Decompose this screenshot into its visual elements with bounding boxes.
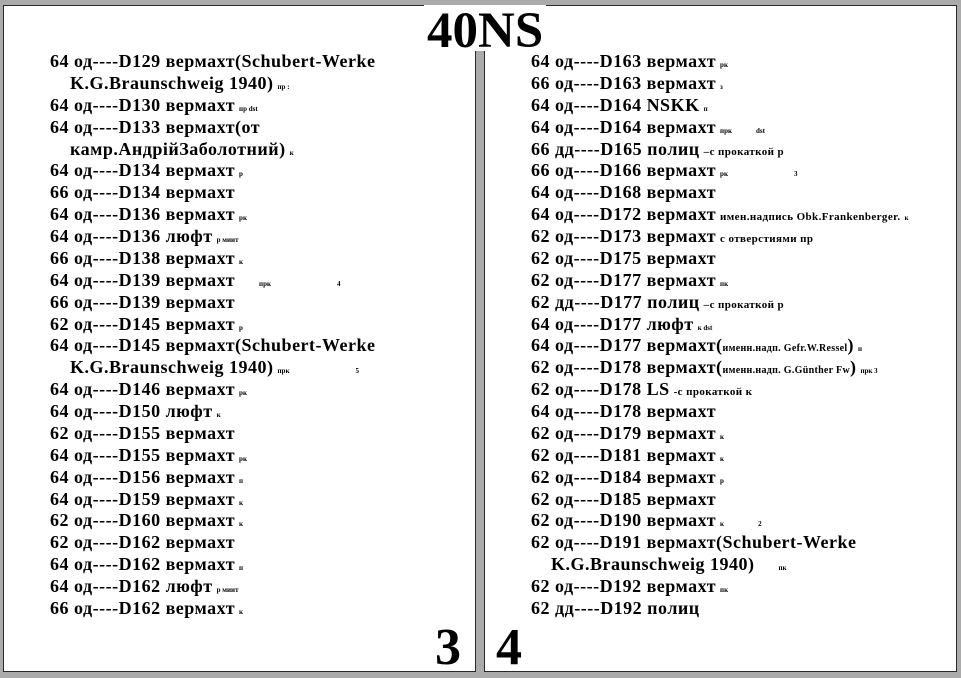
entry-line: [531, 532, 909, 554]
entry-line: [50, 270, 376, 292]
inscription-text: именн.надп. G.Günther Fw: [722, 365, 850, 377]
entry-mark: к: [904, 214, 909, 223]
entry-text: 62 дд----D192 полиц: [531, 597, 700, 618]
entry-text: 64 од----D164 NSKK: [531, 94, 700, 115]
entry-line: [531, 204, 909, 226]
entry-text: 64 од----D159 вермахт: [50, 488, 236, 509]
entry-line: [531, 401, 909, 423]
entry-line: [531, 292, 909, 314]
document-title: 40NS: [424, 5, 546, 51]
entry-text: 66 од----D139 вермахт: [50, 291, 236, 312]
entry-text: 62 од----D177 вермахт: [531, 269, 717, 290]
entry-line: [531, 226, 909, 248]
entry-text: 64 од----D172 вермахт: [531, 204, 717, 225]
document-page-left: [3, 5, 476, 672]
entry-text: 62 од----D185 вермахт: [531, 488, 717, 509]
entry-line: [531, 139, 909, 161]
entry-text: K.G.Braunschweig 1940): [551, 554, 755, 575]
entry-line: [531, 314, 909, 336]
entry-mark: п: [239, 564, 244, 573]
entry-note: -с прокаткой к: [673, 386, 753, 399]
entry-text: 62 од----D191 вермахт(Schubert-Werke: [531, 532, 857, 553]
entry-mark: пр :: [277, 82, 290, 91]
entry-line: [531, 160, 909, 182]
entry-mark: к: [239, 607, 244, 616]
entry-line: [50, 314, 376, 336]
page-number: 3: [435, 619, 461, 672]
entry-text: ): [847, 335, 854, 356]
entry-mark: пк: [778, 564, 787, 573]
entry-mark: рк: [720, 170, 728, 179]
entry-text: 66 дд----D165 полиц: [531, 138, 700, 159]
entry-mark: рк: [720, 61, 728, 69]
entry-text: 64 од----D162 люфт: [50, 576, 213, 596]
entry-text: 66 од----D138 вермахт: [50, 247, 236, 268]
entry-text: 64 од----D177 вермахт(: [531, 335, 723, 356]
entry-line: [531, 248, 909, 270]
entry-text: 62 од----D155 вермахт: [50, 422, 236, 443]
entry-text: 64 од----D168 вермахт: [531, 182, 717, 203]
entry-line: [531, 510, 909, 532]
entry-line: [50, 117, 376, 139]
entry-mark: п: [239, 476, 244, 485]
entry-line: [50, 204, 376, 226]
entry-line-continuation: [50, 139, 376, 161]
entry-line: [50, 423, 376, 445]
entry-line: [531, 379, 909, 401]
entry-note: имен.надпись Obk.Frankenberger.: [720, 211, 901, 224]
entry-text: 62 од----D145 вермахт: [50, 313, 236, 334]
entry-mark: к: [239, 520, 244, 529]
entry-mark: dst: [756, 126, 765, 135]
entry-line: [50, 292, 376, 314]
entry-mark: п: [857, 345, 863, 354]
entry-mark: прк: [259, 279, 272, 288]
entry-mark: р: [720, 476, 724, 485]
entry-text: 64 од----D130 вермахт: [50, 94, 236, 115]
entry-text: 64 од----D178 вермахт: [531, 401, 717, 421]
entry-text: 62 од----D179 вермахт: [531, 422, 717, 443]
entry-mark: к: [216, 411, 221, 419]
entry-text: 62 од----D178 LS: [531, 379, 670, 400]
entry-line: [531, 335, 909, 357]
entry-line-continuation: [50, 357, 376, 379]
document-page-right: [484, 5, 957, 672]
entry-text: 64 од----D156 вермахт: [50, 466, 236, 487]
entry-line-continuation: [531, 554, 909, 576]
entry-text: 64 од----D162 вермахт: [50, 554, 236, 575]
entry-line: [531, 489, 909, 511]
entry-text: 62 од----D192 вермахт: [531, 576, 717, 596]
entry-mark: пк: [720, 586, 729, 594]
entry-mark: з: [720, 82, 723, 91]
entry-text: 62 дд----D177 полиц: [531, 291, 700, 312]
entry-mark: к: [720, 520, 725, 529]
entry-text: 62 од----D173 вермахт: [531, 226, 717, 246]
entry-line: [531, 182, 909, 204]
entry-line-continuation: [50, 73, 376, 95]
entry-text: 64 од----D177 люфт: [531, 313, 694, 334]
entry-note: с отверстиями пр: [720, 233, 814, 245]
entry-text: K.G.Braunschweig 1940): [70, 357, 274, 378]
entry-text: 64 од----D150 люфт: [50, 401, 213, 421]
entry-line: [50, 182, 376, 204]
entry-text: 64 од----D146 вермахт: [50, 379, 236, 400]
entry-line: [531, 445, 909, 467]
entry-line: [50, 226, 376, 248]
entry-line: [531, 576, 909, 598]
entry-mark: к dst: [697, 323, 713, 332]
entry-text: 62 од----D190 вермахт: [531, 510, 717, 531]
entry-text: 64 од----D136 вермахт: [50, 204, 236, 225]
entry-text: 66 од----D162 вермахт: [50, 597, 236, 618]
entry-mark: р: [239, 170, 243, 179]
entry-text: 62 од----D184 вермахт: [531, 466, 717, 487]
entry-mark: п: [703, 104, 708, 113]
entry-line: [50, 576, 376, 598]
entry-mark: 4: [337, 279, 341, 288]
entry-line: [531, 117, 909, 139]
entry-line: [50, 401, 376, 423]
entry-text: K.G.Braunschweig 1940): [70, 72, 274, 93]
entry-text: 64 од----D163 вермахт: [531, 51, 717, 71]
entry-line: [50, 510, 376, 532]
entry-text: 64 од----D155 вермахт: [50, 444, 236, 465]
entry-text: 66 од----D134 вермахт: [50, 182, 236, 203]
entry-mark: к: [720, 454, 725, 463]
entry-mark: прк 3: [860, 367, 878, 376]
entry-line: [531, 270, 909, 292]
entry-mark: прк: [277, 367, 290, 376]
entry-text: 66 од----D166 вермахт: [531, 160, 717, 181]
entry-mark: к: [239, 498, 244, 507]
entry-line: [50, 95, 376, 117]
entry-line: [50, 554, 376, 576]
entry-line: [531, 598, 909, 620]
entry-mark: 5: [355, 367, 359, 376]
entry-text: 62 од----D162 вермахт: [50, 532, 236, 553]
entry-line: [50, 379, 376, 401]
page-number: 4: [496, 619, 522, 672]
entry-mark: 3: [793, 170, 798, 179]
entry-note: –с прокаткой р: [703, 145, 785, 158]
entry-mark: пк: [720, 279, 729, 288]
entry-line: [50, 532, 376, 554]
entry-line: [531, 73, 909, 95]
entry-text: 64 од----D139 вермахт: [50, 269, 236, 290]
entry-line: [50, 160, 376, 182]
entry-text: 62 од----D181 вермахт: [531, 444, 717, 465]
entry-mark: 2: [758, 520, 762, 529]
entry-line: [50, 489, 376, 511]
entry-mark: р миит: [216, 236, 239, 244]
entry-text: 64 од----D136 люфт: [50, 226, 213, 246]
entry-mark: рк: [239, 214, 247, 223]
entry-mark: пр dst: [239, 104, 258, 113]
entry-mark: к: [720, 432, 725, 441]
entry-mark: к: [239, 257, 244, 266]
entry-line: [50, 51, 376, 73]
entry-note: –с прокаткой р: [703, 298, 785, 311]
entry-mark: р: [239, 323, 243, 332]
entry-line: [50, 445, 376, 467]
entry-line: [50, 598, 376, 620]
entry-text: 64 од----D134 вермахт: [50, 160, 236, 181]
entry-text: камр.АндрійЗаболотний): [70, 138, 286, 159]
entry-text: 64 од----D145 вермахт(Schubert-Werke: [50, 335, 376, 356]
entry-text: 64 од----D133 вермахт(от: [50, 116, 261, 137]
entry-text: 66 од----D163 вермахт: [531, 72, 717, 93]
entry-mark: к: [289, 148, 294, 157]
entry-mark: рк: [239, 389, 247, 398]
entry-line: [50, 467, 376, 489]
entry-mark: прк: [720, 126, 733, 135]
page-entry-list: [50, 51, 376, 620]
entry-text: 62 од----D178 вермахт(: [531, 357, 723, 378]
entry-line: [531, 51, 909, 73]
entry-line: [531, 95, 909, 117]
page-entry-list: [531, 51, 909, 620]
entry-text: 64 од----D129 вермахт(Schubert-Werke: [50, 51, 376, 71]
entry-text: 62 од----D160 вермахт: [50, 510, 236, 531]
entry-line: [531, 357, 909, 379]
entry-line: [531, 467, 909, 489]
entry-text: ): [849, 357, 857, 378]
entry-mark: рк: [239, 454, 247, 463]
entry-line: [531, 423, 909, 445]
entry-line: [50, 248, 376, 270]
entry-text: 62 од----D175 вермахт: [531, 247, 717, 268]
entry-mark: р миит: [216, 586, 239, 594]
entry-line: [50, 335, 376, 357]
inscription-text: именн.надп. Gefr.W.Ressel: [722, 343, 848, 355]
entry-text: 64 од----D164 вермахт: [531, 116, 717, 137]
